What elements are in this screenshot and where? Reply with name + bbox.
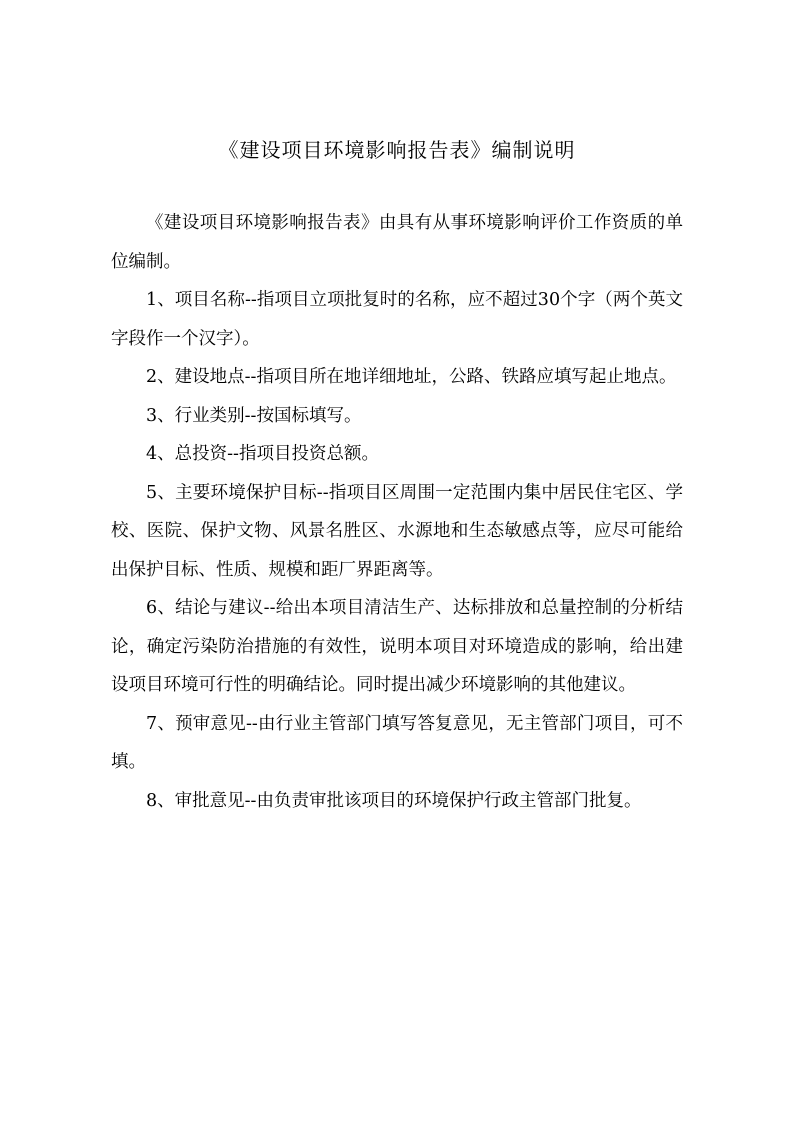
paragraph-item-5: 5、主要环境保护目标--指项目区周围一定范围内集中居民住宅区、学校、医院、保护文物、风景名胜区、水源地和生态敏感点等，应尽可能给出保护目标、性质、规模和距厂界距离等。 bbox=[111, 482, 683, 580]
paragraph-item-3: 3、行业类别--按国标填写。 bbox=[146, 405, 362, 426]
paragraph-item-6: 6、结论与建议--给出本项目清洁生产、达标排放和总量控制的分析结论，确定污染防治措施的有效性，说明本项目对环境造成的影响，给出建设项目环境可行性的明确结论。同时提出减少环境影响的其他建议。 bbox=[111, 598, 683, 695]
paragraph-item-1: 1、项目名称--指项目立项批复时的名称，应不超过30个字（两个英文字段作一个汉字）。 bbox=[111, 290, 683, 349]
document-title: 《建设项目环境影响报告表》编制说明 bbox=[218, 138, 576, 162]
paragraph-intro: 《建设项目环境影响报告表》由具有从事环境影响评价工作资质的单位编制。 bbox=[111, 213, 683, 272]
paragraph-item-7: 7、预审意见--由行业主管部门填写答复意见，无主管部门项目，可不填。 bbox=[111, 713, 683, 772]
paragraph-item-2: 2、建设地点--指项目所在地详细地址，公路、铁路应填写起止地点。 bbox=[146, 367, 677, 387]
paragraph-item-8: 8、审批意见--由负责审批该项目的环境保护行政主管部门批复。 bbox=[146, 790, 642, 811]
paragraph-item-4: 4、总投资--指项目投资总额。 bbox=[146, 444, 379, 464]
document-body bbox=[111, 204, 683, 820]
